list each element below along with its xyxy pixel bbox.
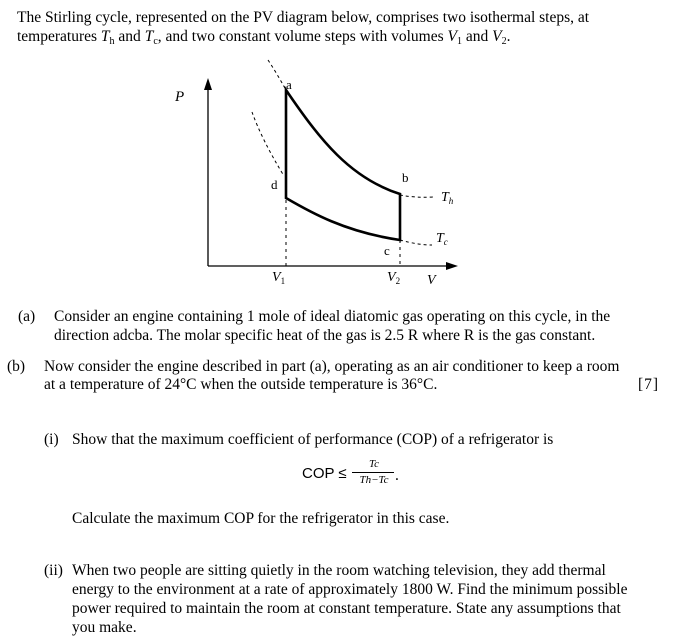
th-isotherm-extension-upper <box>268 60 286 90</box>
part-b-ii-line-4: you make. <box>72 619 137 636</box>
th-label: $T_h$ <box>441 190 454 206</box>
p-axis-arrow <box>204 78 212 90</box>
part-b-i-line-2: Calculate the maximum COP for the refrigerator in this case. <box>72 510 450 527</box>
tc-isotherm-extension-lower <box>400 240 432 245</box>
cycle-path <box>286 90 400 240</box>
part-b-ii-line-2: energy to the environment at a rate of approximately 1800 W. Find the minimum possible <box>72 581 628 598</box>
pv-diagram <box>0 0 681 300</box>
part-b-label: (b) <box>7 358 26 375</box>
point-label-d: d <box>271 177 278 192</box>
intro-line-1: The Stirling cycle, represented on the PV diagram below, comprises two isothermal steps, at <box>17 9 590 26</box>
part-b-marks: [7] <box>638 376 660 393</box>
v-axis-arrow <box>446 262 458 270</box>
part-b-i-line-1: Show that the maximum coefficient of performance (COP) of a refrigerator is <box>72 431 554 448</box>
cop-fraction-bar <box>352 472 394 473</box>
cop-period: . <box>395 467 399 484</box>
v1-label: $V_1$ <box>272 270 286 286</box>
tc-isotherm-extension-upper <box>252 112 284 176</box>
axis-label-p: P <box>175 89 185 105</box>
part-a-label: (a) <box>18 308 36 325</box>
part-b-ii-line-1: When two people are sitting quietly in the room watching television, they add thermal <box>72 562 606 579</box>
part-b-line-2: at a temperature of 24°C when the outside temperature is 36°C. <box>44 376 438 393</box>
cop-inequality: COP ≤ <box>302 465 347 482</box>
tc-label: $T_c$ <box>436 231 448 247</box>
point-label-c: c <box>384 243 390 258</box>
axis-label-v: V <box>427 273 436 288</box>
intro-line-2: temperatures $T_h$ and $T_c$, and two constant volume steps with volumes $V_1$ and $V_2$. <box>17 28 511 47</box>
part-b-ii-label: (ii) <box>44 562 63 579</box>
th-isotherm-extension-lower <box>400 195 434 197</box>
cop-fraction-numerator: Tc <box>369 458 379 470</box>
v2-label: $V_2$ <box>387 270 401 286</box>
point-label-b: b <box>402 170 409 185</box>
point-label-a: a <box>286 77 292 92</box>
cop-fraction-denominator: Th−Tc <box>359 474 389 486</box>
part-b-ii-line-3: power required to maintain the room at constant temperature. State any assumptions that <box>72 600 621 617</box>
part-a-line-1: Consider an engine containing 1 mole of ideal diatomic gas operating on this cycle, in the <box>54 308 611 325</box>
part-a-line-2: direction adcba. The molar specific heat of the gas is 2.5 R where R is the gas constant. <box>54 327 596 344</box>
part-b-line-1: Now consider the engine described in part (a), operating as an air conditioner to keep a room <box>44 358 620 375</box>
part-b-i-label: (i) <box>44 431 59 448</box>
